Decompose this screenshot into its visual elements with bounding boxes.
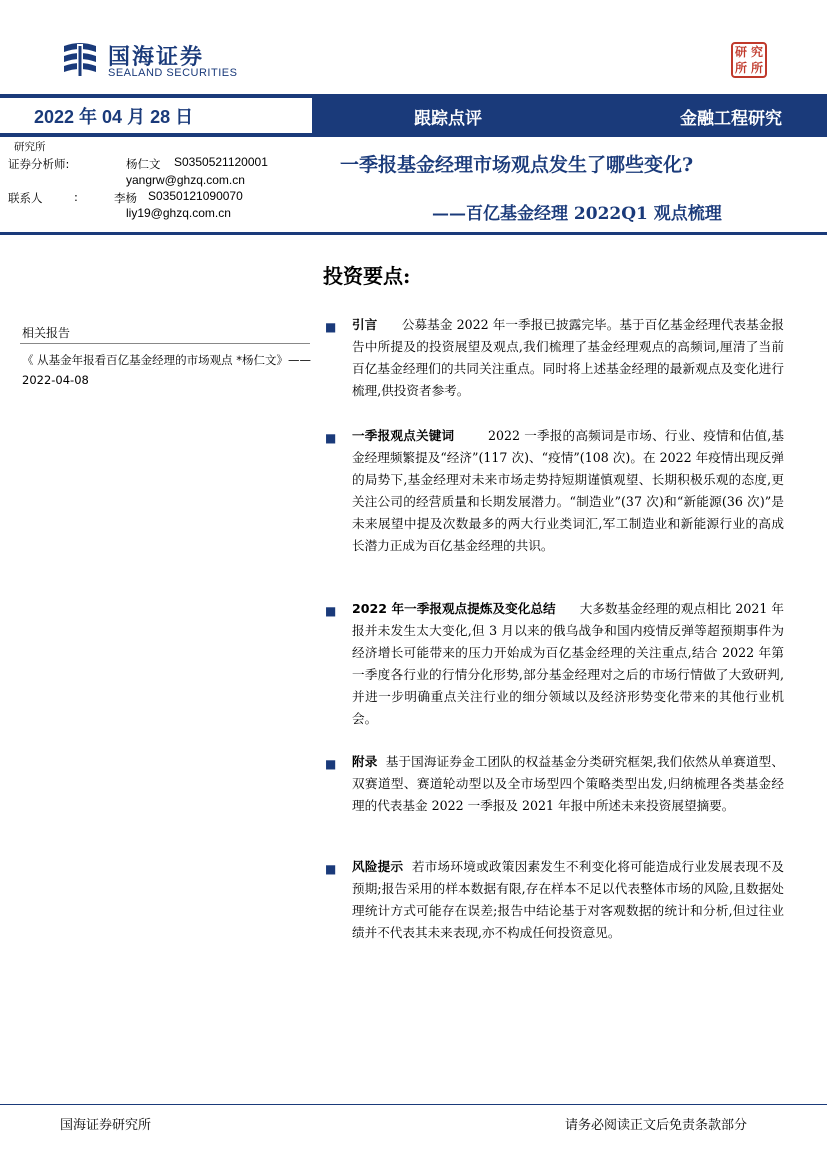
point-keywords — [352, 425, 784, 557]
point-appendix — [352, 751, 784, 817]
point-heading: 风险提示 — [352, 859, 404, 874]
bullet-icon: ■ — [325, 862, 337, 876]
point-heading: 附录 — [352, 754, 378, 769]
report-subtitle: ——百亿基金经理 2022Q1 观点梳理 — [432, 204, 722, 224]
related-report-item: 《 从基金年报看百亿基金经理的市场观点 *杨仁文》——2022-04-08 — [22, 353, 312, 387]
report-category: 金融工程研究 — [680, 109, 782, 129]
institute-label: 研究所 — [14, 141, 46, 153]
analyst-name: 杨仁文 — [126, 157, 161, 171]
point-risk — [352, 856, 784, 944]
contact-cert: S0350121090070 — [148, 189, 243, 203]
bullet-icon: ■ — [325, 757, 337, 771]
point-text: 基于国海证券金工团队的权益基金分类研究框架,我们依然从单赛道型、双赛道型、赛道轮动型以及全市场型四个策略类型出发,归纳梳理各类基金经理的代表基金 2022 一季报及 2021 年报中所述未来投资展望摘要。 — [352, 754, 784, 813]
point-intro — [352, 314, 784, 402]
point-heading: 2022 年一季报观点提炼及变化总结 — [352, 601, 556, 616]
analyst-cert: S0350521120001 — [174, 155, 268, 169]
contact-label: 联系人 — [8, 191, 43, 205]
bullet-icon: ■ — [325, 604, 337, 618]
point-heading: 一季报观点关键词 — [352, 428, 455, 443]
title-divider — [0, 232, 827, 235]
point-text: 公募基金 2022 年一季报已披露完毕。基于百亿基金经理代表基金报告中所提及的投资展望及观点,我们梳理了基金经理观点的高频词,厘清了当前百亿基金经理们的共同关注重点。同时将上述基金经理的最新观点及变化进行梳理,供投资者参考。 — [352, 317, 784, 398]
footer-divider — [0, 1104, 827, 1105]
related-reports-label: 相关报告 — [22, 326, 71, 340]
institute-seal-icon: 研 究 所 所 — [731, 42, 767, 78]
point-heading: 引言 — [352, 317, 378, 332]
report-date: 2022 年 04 月 28 日 — [34, 107, 194, 127]
report-title: 一季报基金经理市场观点发生了哪些变化? — [340, 154, 694, 176]
point-text: 2022 一季报的高频词是市场、行业、疫情和估值,基金经理频繁提及“经济”(117 次)、“疫情”(108 次)。在 2022 年疫情出现反弹的局势下,基金经理对未来市场走势持短期谨慎观望、长期积极乐观的态度,更关注公司的经营质量和长期发展潜力。“制造业”(37 次)和“新能源(36 次)”是未来展望中提及次数最多的两大行业类词汇,军工制造业和新能源行业的高成长潜力正成为百亿基金经理的共识。 — [352, 428, 785, 553]
bullet-icon: ■ — [325, 431, 337, 445]
contact-colon: : — [74, 190, 78, 204]
point-text: 大多数基金经理的观点相比 2021 年报并未发生太大变化,但 3 月以来的俄乌战争和国内疫情反弹等超预期事件为经济增长可能带来的压力开始成为百亿基金经理的关注重点,结合 2022 年第一季度各行业的行情分化形势,部分基金经理对之后的市场行情做了大致研判,并进一步明确重点关注行业的细分领域以及经济形势变化带来的其他行业机会。 — [352, 601, 784, 726]
analyst-email: yangrw@ghzq.com.cn — [126, 173, 245, 187]
contact-name: 李杨 — [114, 191, 137, 205]
bullet-icon: ■ — [325, 320, 337, 334]
point-text: 若市场环境或政策因素发生不利变化将可能造成行业发展表现不及预期;报告采用的样本数据有限,存在样本不足以代表整体市场的风险,且数据处理统计方式可能存在误差;报告中结论基于对客观数据的统计和分析,但过往业绩并不代表其未来表现,亦不构成任何投资意见。 — [352, 859, 785, 940]
section-title: 投资要点: — [323, 264, 411, 288]
company-name-cn: 国海证券 — [108, 45, 205, 70]
footer-institute: 国海证券研究所 — [60, 1118, 152, 1133]
sealand-logo-icon — [60, 40, 100, 80]
analyst-label: 证券分析师: — [8, 157, 70, 171]
point-summary — [352, 598, 784, 730]
related-reports-divider — [20, 343, 310, 344]
report-type: 跟踪点评 — [414, 109, 482, 129]
company-name-en: SEALAND SECURITIES — [108, 67, 238, 79]
footer-disclaimer: 请务必阅读正文后免责条款部分 — [565, 1118, 748, 1133]
contact-email: liy19@ghzq.com.cn — [126, 206, 231, 220]
